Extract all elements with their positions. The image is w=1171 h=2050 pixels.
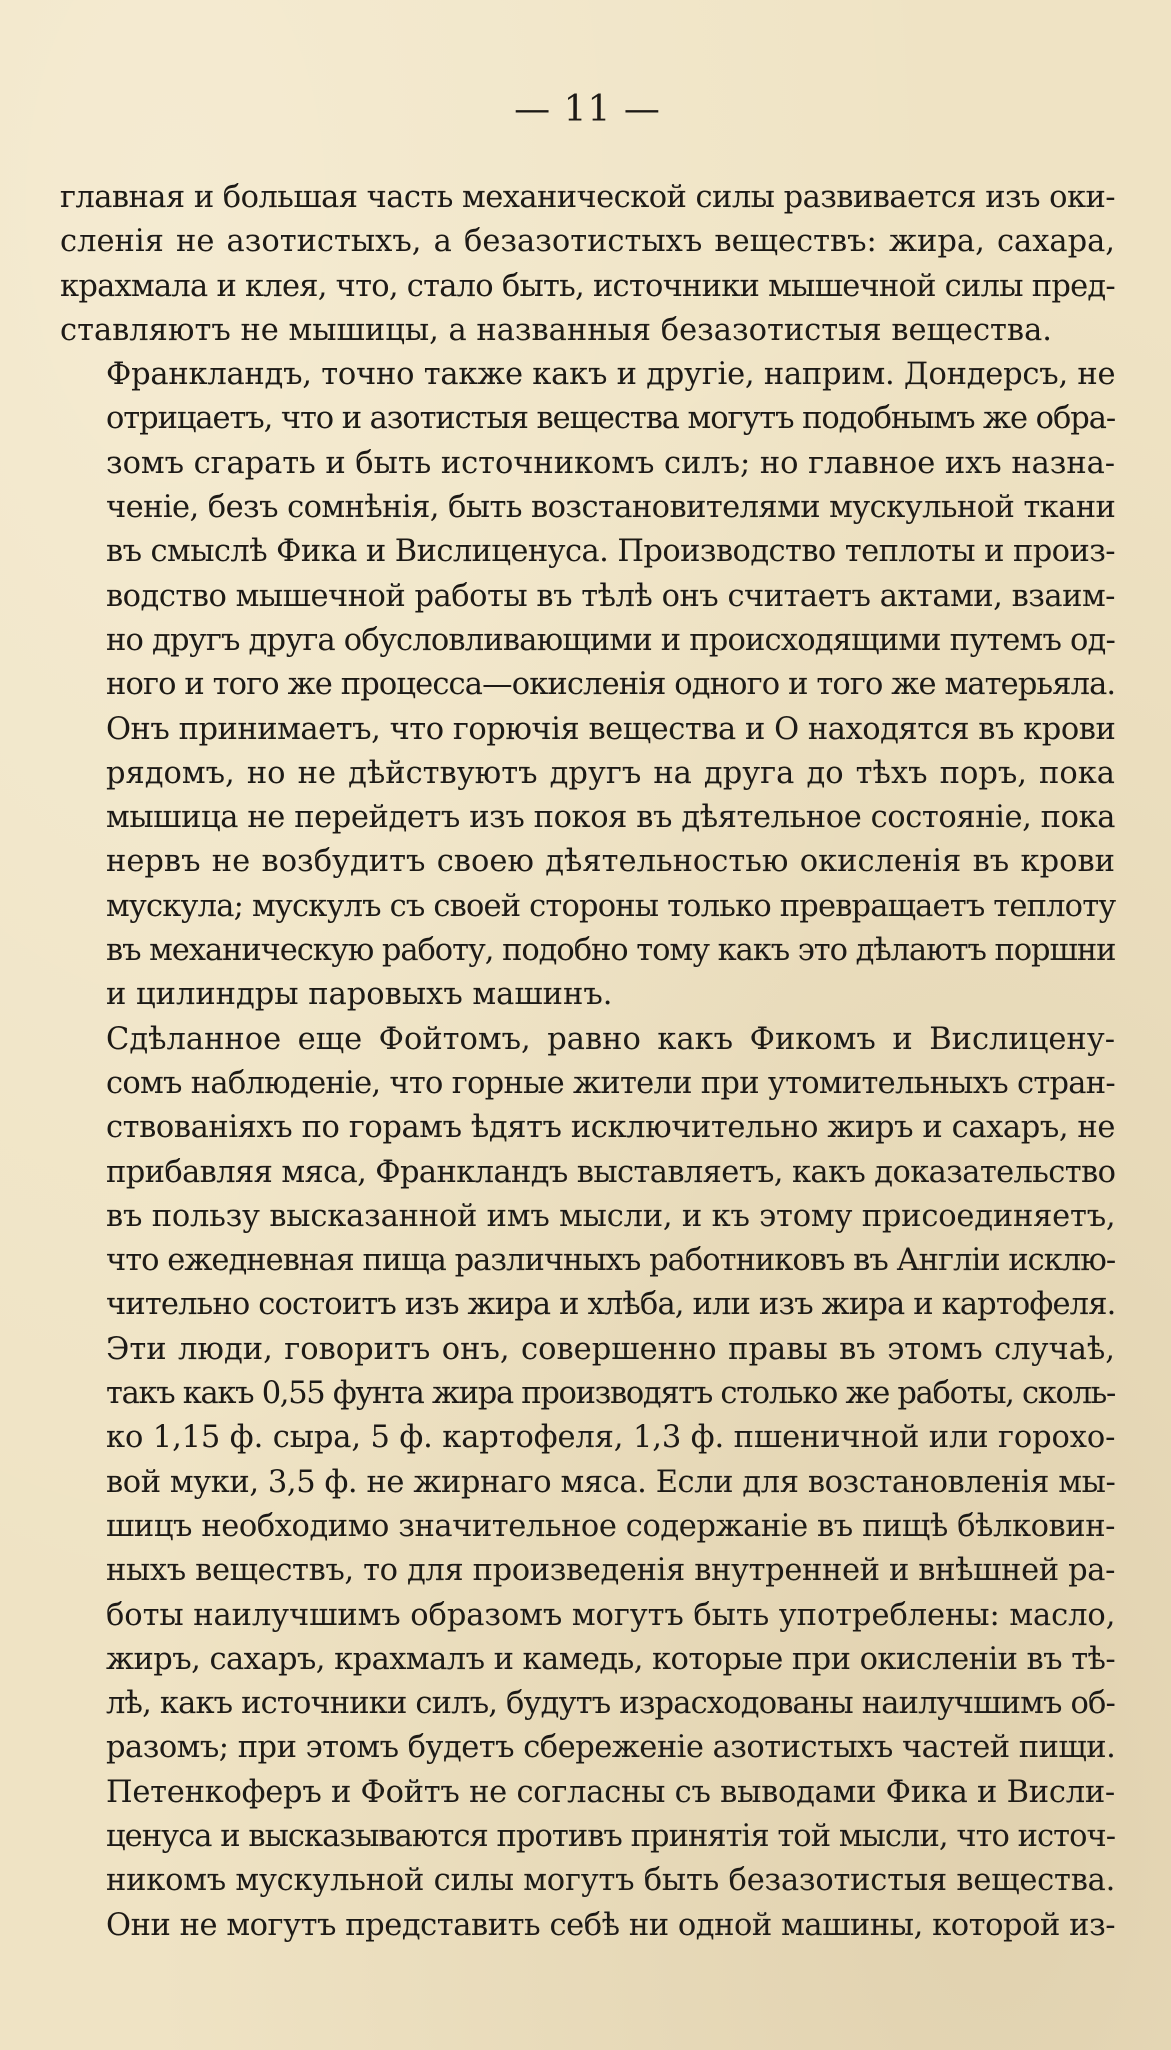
paragraph bbox=[60, 1771, 1115, 1948]
text-line: нервъ не возбудитъ своею дѣятельностью окисленія въ крови bbox=[106, 844, 1115, 880]
text-line: въ смыслѣ Фика и Вислиценуса. Производство теплоты и произ- bbox=[106, 534, 1115, 570]
paragraph bbox=[60, 176, 1115, 353]
text-line: ствованіяхъ по горамъ ѣдятъ исключительно жиръ и сахаръ, не bbox=[106, 1110, 1115, 1146]
text-line: шицъ необходимо значительное содержаніе въ пищѣ бѣлковин- bbox=[106, 1508, 1115, 1544]
text-line: боты наилучшимъ образомъ могутъ быть употреблены: масло, bbox=[106, 1597, 1116, 1633]
text-line: въ механическую работу, подобно тому какъ это дѣлаютъ поршни bbox=[106, 933, 1116, 969]
text-line: и цилиндры паровыхъ машинъ. bbox=[106, 977, 613, 1013]
text-line: такъ какъ 0,55 фунта жира производятъ столько же работы, сколь- bbox=[106, 1376, 1115, 1412]
text-line: зомъ сгарать и быть источникомъ силъ; но главное ихъ назна- bbox=[106, 445, 1115, 481]
text-line: отрицаетъ, что и азотистыя вещества могутъ подобнымъ же обра- bbox=[106, 401, 1116, 437]
text-line: ного и того же процесса—окисленія одного и того же матерьяла. bbox=[106, 667, 1116, 703]
text-line: чительно состоитъ изъ жира и хлѣба, или изъ жира и картофеля. bbox=[106, 1287, 1116, 1323]
text-line: что ежедневная пища различныхъ работниковъ въ Англіи исклю- bbox=[106, 1243, 1116, 1279]
text-line: ставляютъ не мышицы, а названныя безазотистыя вещества. bbox=[60, 312, 1052, 348]
text-line: прибавляя мяса, Франкландъ выставляетъ, какъ доказательство bbox=[106, 1154, 1116, 1190]
text-body bbox=[60, 176, 1115, 1948]
text-line: сленія не азотистыхъ, а безазотистыхъ веществъ: жира, сахара, bbox=[60, 224, 1115, 260]
text-line: Они не могутъ представить себѣ ни одной машины, которой из- bbox=[106, 1907, 1116, 1943]
text-line: Петенкоферъ и Фойтъ не согласны съ выводами Фика и Висли- bbox=[106, 1774, 1115, 1810]
text-line: ныхъ веществъ, то для произведенія внутренней и внѣшней ра- bbox=[106, 1553, 1116, 1589]
text-line: жиръ, сахаръ, крахмалъ и камедь, которые при окисленіи въ тѣ- bbox=[106, 1641, 1116, 1677]
text-line: главная и большая часть механической силы развивается изъ оки- bbox=[60, 180, 1115, 215]
text-line: Франкландъ, точно также какъ и другіе, наприм. Дондерсъ, не bbox=[106, 357, 1116, 393]
text-line: мускула; мускулъ съ своей стороны только превращаетъ теплоту bbox=[106, 888, 1116, 924]
text-line: рядомъ, но не дѣйствуютъ другъ на друга до тѣхъ поръ, пока bbox=[106, 755, 1115, 791]
text-line: въ пользу высказанной имъ мысли, и къ этому присоединяетъ, bbox=[106, 1198, 1116, 1234]
text-line: Сдѣланное еще Фойтомъ, равно какъ Фикомъ и Вислицену- bbox=[106, 1021, 1115, 1057]
text-line: лѣ, какъ источники силъ, будутъ израсходованы наилучшимъ об- bbox=[106, 1686, 1115, 1722]
page-number: — 11 — bbox=[514, 89, 661, 130]
text-line: ко 1,15 ф. сыра, 5 ф. картофеля, 1,3 ф. пшеничной или горохо- bbox=[106, 1420, 1116, 1456]
text-line: но другъ друга обусловливающими и происходящими путемъ од- bbox=[106, 622, 1115, 658]
text-line: вой муки, 3,5 ф. не жирнаго мяса. Если для возстановленія мы- bbox=[106, 1464, 1116, 1500]
text-line: ченіе, безъ сомнѣнія, быть возстановителями мускульной ткани bbox=[106, 490, 1116, 526]
text-line: мышица не перейдетъ изъ покоя въ дѣятельное состояніе, пока bbox=[106, 800, 1115, 836]
paragraph bbox=[60, 1018, 1115, 1771]
text-line: водство мышечной работы въ тѣлѣ онъ считаетъ актами, взаим- bbox=[106, 578, 1115, 614]
text-line: ценуса и высказываются противъ принятія той мысли, что источ- bbox=[106, 1818, 1116, 1854]
text-line: разомъ; при этомъ будетъ сбереженіе азотистыхъ частей пищи. bbox=[106, 1730, 1116, 1766]
text-line: никомъ мускульной силы могутъ быть безазотистыя вещества. bbox=[106, 1863, 1116, 1899]
text-line: сомъ наблюденіе, что горные жители при утомительныхъ стран- bbox=[106, 1065, 1115, 1101]
text-line: Онъ принимаетъ, что горючія вещества и О находятся въ крови bbox=[106, 711, 1116, 747]
paragraph bbox=[60, 353, 1115, 1017]
text-line: крахмала и клея, что, стало быть, источники мышечной силы пред- bbox=[60, 268, 1115, 304]
book-page bbox=[60, 89, 1116, 1948]
text-line: Эти люди, говоритъ онъ, совершенно правы въ этомъ случаѣ, bbox=[106, 1331, 1115, 1367]
